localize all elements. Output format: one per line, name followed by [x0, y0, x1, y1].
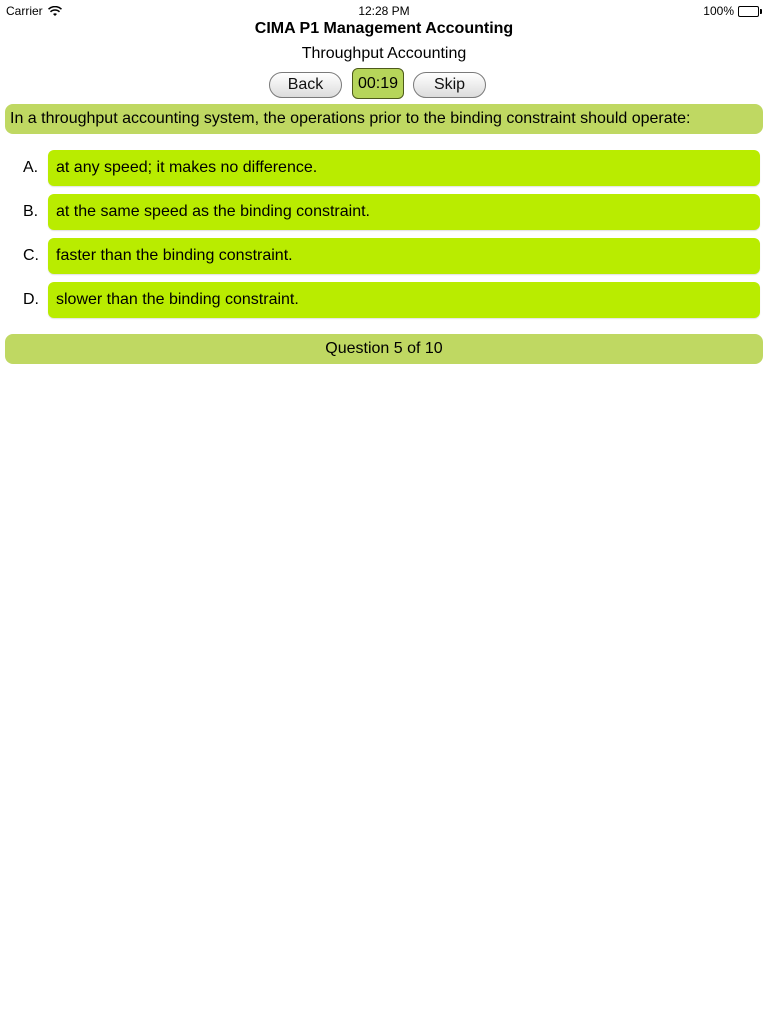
answer-letter: C. [23, 247, 39, 264]
answer-option-d [0, 282, 768, 318]
answer-letter: D. [23, 291, 39, 308]
answer-button-c[interactable]: faster than the binding constraint. [48, 238, 760, 274]
app-title: CIMA P1 Management Accounting [254, 20, 514, 37]
battery-percent: 100% [703, 4, 734, 18]
question-text: In a throughput accounting system, the operations prior to the binding constraint should operate: [5, 104, 763, 134]
back-button[interactable]: Back [269, 72, 342, 98]
answer-letter: B. [23, 203, 39, 220]
carrier-label: Carrier [6, 4, 43, 18]
answer-option-a [0, 150, 768, 186]
quiz-toolbar [0, 68, 768, 100]
timer-display: 00:19 [352, 68, 404, 99]
status-time: 12:28 PM [358, 4, 410, 18]
answer-button-d[interactable]: slower than the binding constraint. [48, 282, 760, 318]
answer-option-c [0, 238, 768, 274]
question-progress: Question 5 of 10 [5, 334, 763, 364]
status-right [703, 4, 762, 18]
answer-letter: A. [23, 159, 39, 176]
answer-option-b [0, 194, 768, 230]
status-bar [0, 0, 768, 20]
skip-button[interactable]: Skip [413, 72, 486, 98]
answer-button-b[interactable]: at the same speed as the binding constraint. [48, 194, 760, 230]
section-subtitle: Throughput Accounting [301, 45, 467, 62]
battery-icon [738, 6, 762, 17]
answer-button-a[interactable]: at any speed; it makes no difference. [48, 150, 760, 186]
